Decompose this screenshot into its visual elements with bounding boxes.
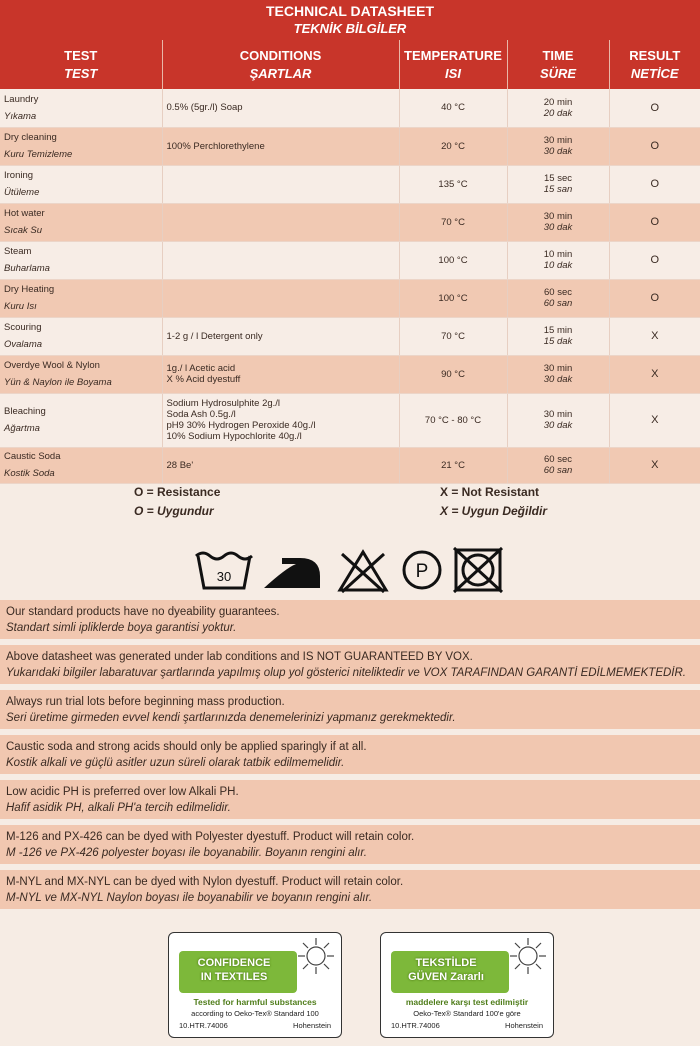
dry-clean-p-icon (404, 552, 440, 588)
condition-line: 100% Perchlorethylene (166, 140, 265, 152)
cell-conditions (162, 447, 399, 483)
time-value-tr: 30 dak (543, 420, 573, 431)
time-value-tr: 30 dak (543, 222, 573, 233)
time-value-tr: 10 dak (543, 260, 573, 271)
test-name-tr: Yün & Naylon ile Boyama (4, 377, 112, 388)
test-name-tr: Kuru Temizleme (4, 149, 73, 160)
cell-result: O (609, 279, 700, 317)
cell-conditions (162, 393, 399, 447)
note-text: M-NYL and MX-NYL can be dyed with Nylon dyestuff. Product will retain color. (6, 876, 404, 888)
table-row (0, 393, 700, 447)
datasheet-title-tr: TEKNİK BİLGİLER (293, 21, 407, 36)
condition-line: Soda Ash 0.5g./l (166, 409, 236, 420)
sun-icon (297, 937, 335, 975)
legend-o-tr: O = Uygundur (134, 503, 214, 518)
cell-temperature: 135 °C (399, 165, 507, 203)
test-name: Scouring (4, 322, 42, 333)
note-item (0, 690, 700, 729)
table-row (0, 279, 700, 317)
datasheet-title-bar (0, 0, 700, 40)
table-row (0, 203, 700, 241)
time-value: 60 sec (544, 287, 572, 298)
test-name: Hot water (4, 208, 45, 219)
condition-line: 0.5% (5gr./l) Soap (166, 102, 243, 114)
notes-list (0, 600, 700, 915)
cell-test (0, 165, 162, 203)
cell-time (507, 89, 609, 127)
note-text: Low acidic PH is preferred over low Alkali PH. (6, 786, 239, 798)
cell-conditions (162, 241, 399, 279)
cell-temperature: 90 °C (399, 355, 507, 393)
datasheet-title: TECHNICAL DATASHEET (266, 3, 434, 19)
note-text: Above datasheet was generated under lab conditions and IS NOT GUARANTEED BY VOX. (6, 651, 473, 663)
table-row (0, 127, 700, 165)
sun-icon (509, 937, 547, 975)
condition-line: X % Acid dyestuff (166, 374, 241, 385)
condition-line: 28 Be' (166, 459, 194, 471)
cell-time (507, 127, 609, 165)
time-value: 30 min (543, 363, 573, 374)
note-text: Our standard products have no dyeability guarantees. (6, 606, 280, 618)
time-value: 30 min (543, 135, 573, 146)
cell-conditions (162, 355, 399, 393)
note-text-tr: Standart simli ipliklerde boya garantisi yoktur. (6, 622, 237, 634)
test-name-tr: Ovalama (4, 339, 43, 350)
test-name: Overdye Wool & Nylon (4, 360, 100, 371)
column-header-conditions: CONDITIONS ŞARTLAR (162, 40, 399, 89)
legend-x-en: X = Not Resistant (440, 484, 540, 499)
column-header-temperature: TEMPERATURE ISI (399, 40, 507, 89)
cell-conditions (162, 127, 399, 165)
test-name: Laundry (4, 93, 39, 105)
cell-conditions (162, 89, 399, 127)
test-name: Dry cleaning (4, 132, 57, 143)
time-value: 60 sec (544, 454, 572, 465)
condition-line: pH9 30% Hydrogen Peroxide 40g./l (166, 420, 316, 431)
note-text-tr: Hafif asidik PH, alkali PH'a tercih edilmelidir. (6, 802, 231, 814)
time-value: 30 min (543, 409, 573, 420)
iron-icon (264, 558, 320, 588)
time-value: 15 min (543, 325, 573, 336)
condition-line: 1-2 g / l Detergent only (166, 330, 263, 342)
cell-result: O (609, 89, 700, 127)
test-name-tr: Ütüleme (4, 187, 40, 198)
no-tumble-dry-icon (454, 548, 502, 592)
cell-temperature: 70 °C (399, 317, 507, 355)
cell-conditions (162, 165, 399, 203)
test-name-tr: Yıkama (4, 110, 37, 122)
time-value-tr: 15 dak (543, 336, 573, 347)
test-name-tr: Sıcak Su (4, 225, 43, 236)
cell-result: X (609, 317, 700, 355)
condition-line: 10% Sodium Hypochlorite 40g./l (166, 431, 302, 442)
cell-time (507, 279, 609, 317)
wash-30-icon (196, 553, 252, 588)
no-bleach-icon (340, 552, 386, 592)
test-name-tr: Buharlama (4, 263, 50, 274)
oeko-tex-badge-en: CONFIDENCE IN TEXTILES Tested for harmful substances according to Oeko-Tex® Standard 100 10.HTR.74006 Hohenstein (168, 932, 342, 1038)
time-value: 30 min (543, 211, 573, 222)
dry-clean-letter: P (415, 561, 429, 582)
table-row (0, 89, 700, 127)
note-item (0, 780, 700, 819)
table-row (0, 165, 700, 203)
cell-temperature: 100 °C (399, 241, 507, 279)
certification-badges (0, 932, 700, 1037)
time-value: 20 min (543, 96, 573, 108)
cell-temperature: 70 °C (399, 203, 507, 241)
test-name-tr: Kuru Isı (4, 301, 37, 312)
cell-conditions (162, 317, 399, 355)
cell-temperature: 40 °C (399, 89, 507, 127)
cell-temperature: 20 °C (399, 127, 507, 165)
cell-test (0, 89, 162, 127)
time-value-tr: 15 san (543, 184, 573, 195)
note-item (0, 645, 700, 684)
cell-result: O (609, 203, 700, 241)
test-name-tr: Kostik Soda (4, 468, 55, 479)
note-item (0, 735, 700, 774)
column-header-test: TEST TEST (0, 40, 162, 89)
note-item (0, 600, 700, 639)
cell-conditions (162, 279, 399, 317)
cell-conditions (162, 203, 399, 241)
cell-time (507, 203, 609, 241)
table-row (0, 355, 700, 393)
note-text-tr: Kostik alkali ve güçlü asitler uzun süreli olarak tatbik edilmemelidir. (6, 757, 345, 769)
time-value-tr: 60 san (543, 465, 573, 476)
table-row (0, 447, 700, 483)
cell-time (507, 165, 609, 203)
time-value: 15 sec (544, 173, 572, 184)
column-header-time: TIME SÜRE (507, 40, 609, 89)
time-value: 10 min (543, 249, 573, 260)
note-text: M-126 and PX-426 can be dyed with Polyester dyestuff. Product will retain color. (6, 831, 415, 843)
test-name: Steam (4, 246, 32, 257)
table-row (0, 241, 700, 279)
test-name: Ironing (4, 170, 34, 181)
note-text-tr: M-NYL ve MX-NYL Naylon boyası ile boyanabilir ve boyanın rengini alır. (6, 892, 373, 904)
cell-test (0, 241, 162, 279)
note-item (0, 825, 700, 864)
time-value-tr: 60 san (543, 298, 573, 309)
cell-result: X (609, 393, 700, 447)
cell-test (0, 317, 162, 355)
cell-result: O (609, 165, 700, 203)
cell-result: O (609, 127, 700, 165)
cell-temperature: 100 °C (399, 279, 507, 317)
time-value-tr: 20 dak (543, 107, 573, 119)
care-symbols (0, 542, 700, 598)
test-name: Bleaching (4, 406, 46, 417)
datasheet-table (0, 40, 700, 484)
table-row (0, 317, 700, 355)
legend-o-en: O = Resistance (134, 484, 221, 499)
cell-test (0, 355, 162, 393)
table-header-row (0, 40, 700, 89)
result-legend (0, 484, 700, 528)
cell-result: X (609, 447, 700, 483)
cell-temperature: 70 °C - 80 °C (399, 393, 507, 447)
note-text: Always run trial lots before beginning mass production. (6, 696, 285, 708)
cell-temperature: 21 °C (399, 447, 507, 483)
note-text-tr: Seri üretime girmeden evvel kendi şartlarınızda denemelerinizi yapmanız gerekmektedir. (6, 712, 456, 724)
note-text-tr: Yukarıdaki bilgiler labaratuvar şartlarında yapılmış olup yol gösterici niteliktedir ve VOX TARAFINDAN GARANTİ EDİLMEMEKTEDİR. (6, 667, 686, 679)
note-item (0, 870, 700, 909)
time-value-tr: 30 dak (543, 146, 573, 157)
cell-time (507, 241, 609, 279)
note-text-tr: M -126 ve PX-426 polyester boyası ile boyanabilir. Boyanın rengini alır. (6, 847, 367, 859)
time-value-tr: 30 dak (543, 374, 573, 385)
condition-line: Sodium Hydrosulphite 2g./l (166, 398, 281, 409)
cell-result: X (609, 355, 700, 393)
wash-temp-label: 30 (216, 569, 232, 584)
cell-test (0, 279, 162, 317)
condition-line: 1g./ l Acetic acid (166, 363, 236, 374)
legend-x-tr: X = Uygun Değildir (440, 503, 548, 518)
test-name: Dry Heating (4, 284, 55, 295)
test-name-tr: Ağartma (4, 423, 40, 434)
test-name: Caustic Soda (4, 451, 61, 462)
cell-time (507, 317, 609, 355)
oeko-tex-badge-tr: TEKSTİLDE GÜVEN Zararlı maddelere karşı test edilmiştir Oeko-Tex® Standard 100'e göre 10.HTR.74006 Hohenstein (380, 932, 554, 1038)
cell-test (0, 393, 162, 447)
cell-result: O (609, 241, 700, 279)
cell-test (0, 203, 162, 241)
cell-time (507, 355, 609, 393)
column-header-result: RESULT NETİCE (609, 40, 700, 89)
table-body (0, 89, 700, 483)
cell-time (507, 393, 609, 447)
cell-test (0, 447, 162, 483)
cell-time (507, 447, 609, 483)
cell-test (0, 127, 162, 165)
note-text: Caustic soda and strong acids should only be applied sparingly if at all. (6, 741, 367, 753)
